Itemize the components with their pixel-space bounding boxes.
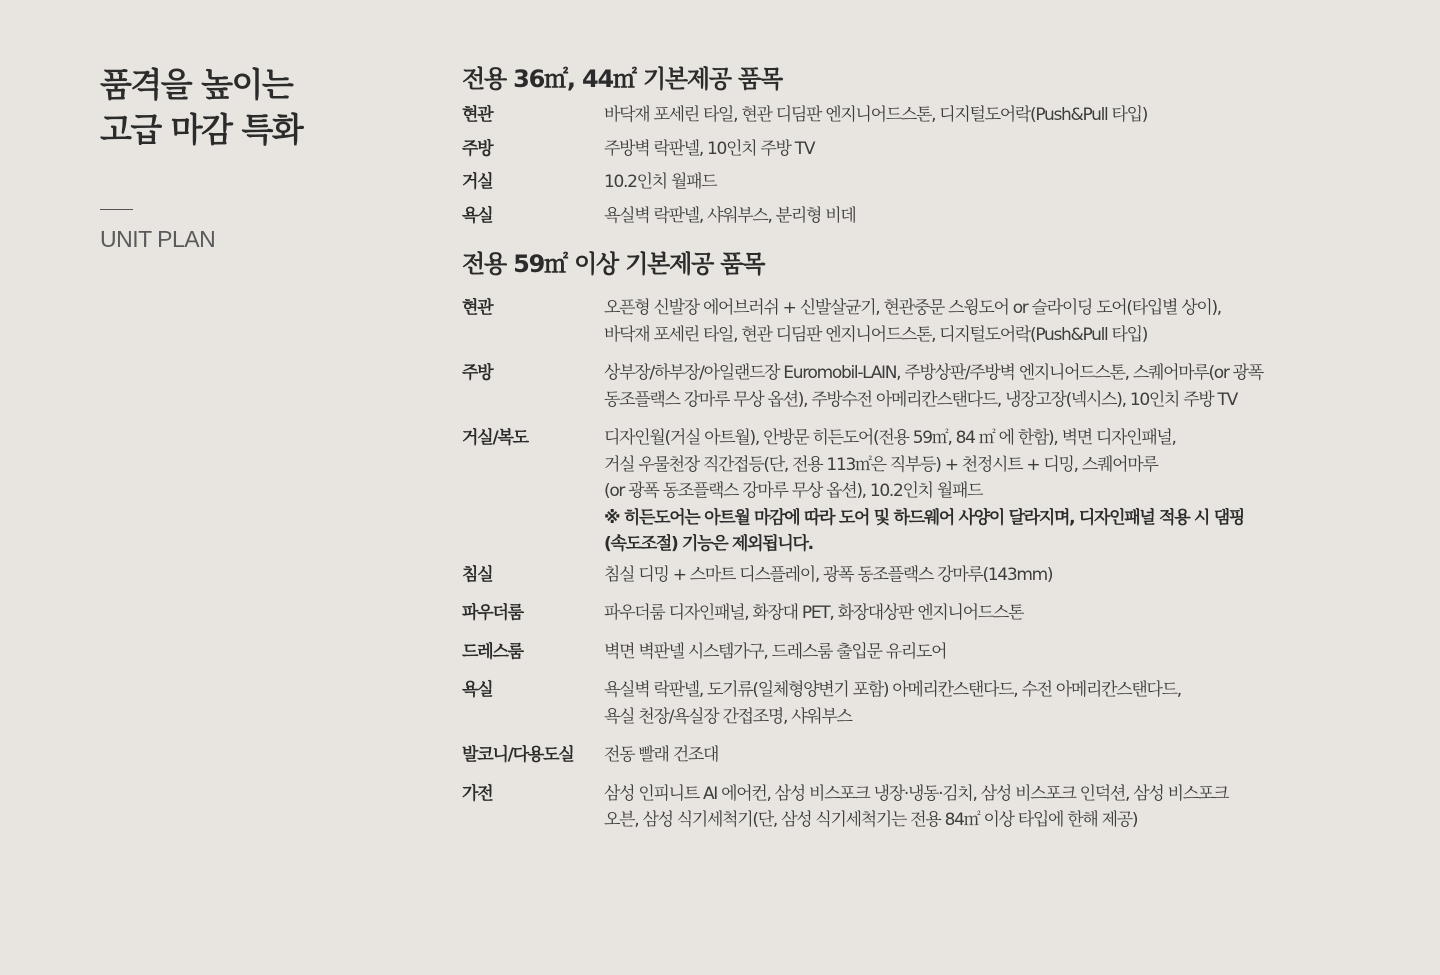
item-line: 주방벽 락판넬, 10인치 주방 TV xyxy=(604,138,815,159)
item-line: 욕실벽 락판넬, 도기류(일체형양변기 포함) 아메리칸스탠다드, 수전 아메리칸스탠다드, xyxy=(604,680,1181,700)
left-column xyxy=(100,62,400,253)
item-content xyxy=(604,600,1412,627)
item-content xyxy=(604,102,1412,129)
item-row-living xyxy=(462,169,1412,203)
item-content xyxy=(604,425,1412,558)
item-line: 동조플랙스 강마루 무상 옵션), 주방수전 아메리칸스탠다드, 냉장고장(넥시스), 10인치 주방 TV xyxy=(604,389,1237,410)
item-content xyxy=(604,295,1412,348)
title-line-1: 품격을 높이는 xyxy=(100,65,293,104)
item-content xyxy=(604,639,1412,666)
item-row-entrance xyxy=(462,295,1412,348)
item-label: 현관 xyxy=(462,105,493,125)
item-line: (or 광폭 동조플랙스 강마루 무상 옵션), 10.2인치 월패드 xyxy=(604,481,983,501)
item-label: 파우더룸 xyxy=(462,603,523,623)
section1-title: 전용 36㎡, 44㎡ 기본제공 품목 xyxy=(462,65,783,93)
item-label: 거실 xyxy=(462,172,493,192)
page-title xyxy=(100,62,400,152)
item-content xyxy=(604,360,1412,413)
item-line: 욕실벽 락판넬, 샤워부스, 분리형 비데 xyxy=(604,205,856,226)
item-row-bathroom xyxy=(462,677,1412,730)
divider xyxy=(100,209,133,210)
item-label: 주방 xyxy=(462,363,493,383)
item-line: 욕실 천장/욕실장 간접조명, 샤워부스 xyxy=(604,706,852,727)
item-row-bedroom xyxy=(462,562,1412,589)
item-content xyxy=(604,169,1412,196)
item-line: 전동 빨래 건조대 xyxy=(604,745,719,765)
item-label: 가전 xyxy=(462,783,493,804)
item-line: 디자인월(거실 아트월), 안방문 히든도어(전용 59㎡, 84 ㎡ 에 한함), 벽면 디자인패널, xyxy=(604,428,1176,448)
item-line: 벽면 벽판넬 시스템가구, 드레스룸 출입문 유리도어 xyxy=(604,641,947,662)
item-line: 삼성 인피니트 AI 에어컨, 삼성 비스포크 냉장·냉동·김치, 삼성 비스포크 인덕션, 삼성 비스포크 xyxy=(604,783,1229,804)
item-note: (속도조절) 기능은 제외됩니다. xyxy=(604,534,813,554)
section2-list xyxy=(462,295,1412,834)
item-content xyxy=(604,136,1412,163)
item-row-bathroom xyxy=(462,203,1412,237)
title-line-2: 고급 마감 특화 xyxy=(100,110,303,149)
item-line: 바닥재 포세린 타일, 현관 디딤판 엔지니어드스톤, 디지털도어락(Push&Pull 타입) xyxy=(604,105,1148,125)
item-label: 발코니/다용도실 xyxy=(462,745,574,765)
item-label: 욕실 xyxy=(462,680,493,700)
item-label: 침실 xyxy=(462,564,493,585)
item-line: 10.2인치 월패드 xyxy=(604,172,717,192)
item-row-appliances xyxy=(462,781,1412,834)
item-content xyxy=(604,781,1412,834)
item-row-balcony-utility xyxy=(462,742,1412,769)
item-row-powder-room xyxy=(462,600,1412,627)
item-label: 드레스룸 xyxy=(462,641,523,662)
item-line: 오븐, 삼성 식기세척기(단, 삼성 식기세척기는 전용 84㎡ 이상 타입에 한해 제공) xyxy=(604,810,1138,830)
item-row-kitchen xyxy=(462,360,1412,413)
item-content xyxy=(604,562,1412,589)
item-row-entrance xyxy=(462,102,1412,136)
item-line: 거실 우물천장 직간접등(단, 전용 113㎡은 직부등) + 천정시트 + 디밍, 스퀘어마루 xyxy=(604,454,1158,475)
item-label: 욕실 xyxy=(462,205,493,226)
item-label: 현관 xyxy=(462,298,493,318)
item-content xyxy=(604,742,1412,769)
item-line: 오픈형 신발장 에어브러쉬 + 신발살균기, 현관중문 스윙도어 or 슬라이딩 도어(타입별 상이), xyxy=(604,298,1221,318)
item-line: 바닥재 포세린 타일, 현관 디딤판 엔지니어드스톤, 디지털도어락(Push&Pull 타입) xyxy=(604,324,1148,345)
item-label: 거실/복도 xyxy=(462,428,528,448)
item-content xyxy=(604,203,1412,230)
item-row-dressroom xyxy=(462,639,1412,666)
unit-plan-label: UNIT PLAN xyxy=(100,226,216,252)
item-label: 주방 xyxy=(462,138,493,159)
item-line: 침실 디밍 + 스마트 디스플레이, 광폭 동조플랙스 강마루(143mm) xyxy=(604,564,1053,585)
item-line: 파우더룸 디자인패널, 화장대 PET, 화장대상판 엔지니어드스톤 xyxy=(604,603,1024,623)
item-content xyxy=(604,677,1412,730)
item-line: 상부장/하부장/아일랜드장 Euromobil-LAIN, 주방상판/주방벽 엔지니어드스톤, 스퀘어마루(or 광폭 xyxy=(604,363,1263,383)
section1-list xyxy=(462,102,1412,236)
item-row-kitchen xyxy=(462,136,1412,170)
section2-title: 전용 59㎡ 이상 기본제공 품목 xyxy=(462,250,765,278)
item-note: ※ 히든도어는 아트월 마감에 따라 도어 및 하드웨어 사양이 달라지며, 디자인패널 적용 시 댐핑 xyxy=(604,507,1244,528)
right-column xyxy=(462,60,1412,846)
item-row-living-hallway xyxy=(462,425,1412,558)
